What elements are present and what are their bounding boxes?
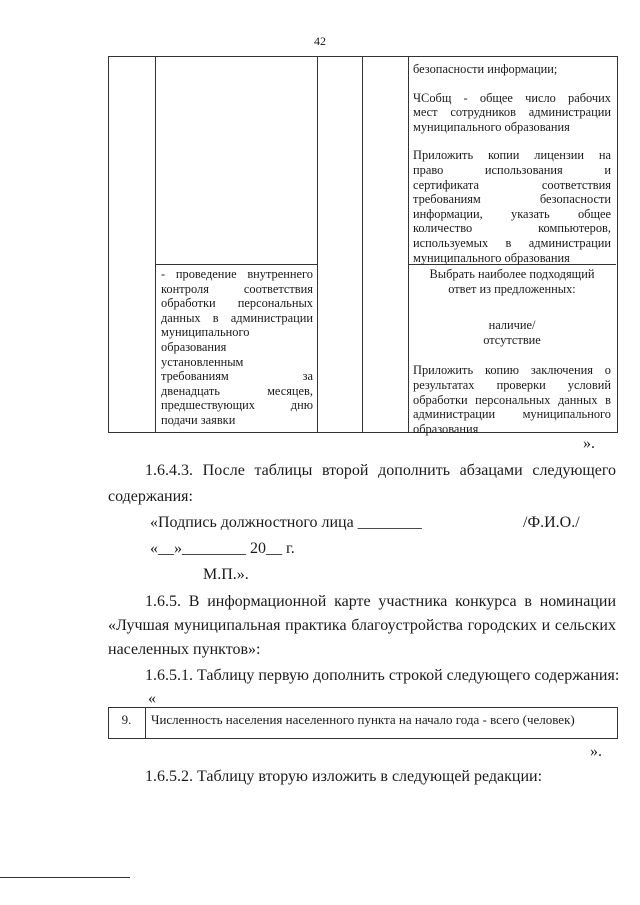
table-1-row-line: [155, 264, 317, 265]
paragraph-165: 1.6.5. В информационной карте участника конкурса в номинации: [145, 593, 616, 610]
cell-line: предшествующих дню: [161, 398, 313, 413]
cell-line: ответ из предложенных:: [448, 281, 576, 296]
cell-line: Приложить копии лицензии на: [413, 148, 611, 163]
cell-line: данных в администрации: [161, 310, 313, 325]
paragraph-1643-cont: содержания:: [108, 488, 193, 505]
cell-line: муниципального образования: [413, 250, 570, 265]
cell-line: требованиям за: [161, 369, 313, 384]
cell-line: информации, указать общее: [413, 206, 611, 221]
table-1-col-line: [362, 56, 363, 432]
cell-line: обработки персональных данных в: [413, 392, 611, 407]
table-2-closing-quote: ».: [590, 743, 602, 760]
cell-line: установленным: [161, 354, 244, 369]
cell-line: двенадцать месяцев,: [161, 383, 313, 398]
signature-mp: М.П.».: [203, 566, 249, 583]
paragraph-1651: 1.6.5.1. Таблицу первую дополнить строкой следующего содержания:: [145, 667, 620, 684]
cell-line: муниципального образования: [413, 119, 570, 134]
cell-line: право использования и: [413, 162, 611, 177]
cell-line: образования: [413, 421, 479, 436]
table-1-r2-right: [413, 267, 611, 436]
footnote-rule: [0, 877, 130, 878]
page-number: 42: [314, 34, 326, 48]
cell-line: количество компьютеров,: [413, 221, 611, 236]
cell-line: требованиям безопасности: [413, 192, 611, 207]
table-1-col-line: [155, 56, 156, 432]
cell-line: образования: [161, 339, 227, 354]
cell-line: муниципального: [161, 325, 250, 340]
cell-line: используемых в администрации: [413, 235, 611, 250]
table-1-r1-right: [413, 62, 611, 265]
paragraph-1652: 1.6.5.2. Таблицу вторую изложить в следующей редакции:: [145, 768, 543, 785]
table-2-text: Численность населения населенного пункта на начало года - всего (человек): [151, 712, 575, 727]
cell-line: безопасности информации;: [413, 62, 558, 76]
table-1-r2-left: [161, 267, 313, 428]
cell-line: контроля соответствия: [161, 281, 313, 296]
table-1-col-line: [317, 56, 318, 432]
cell-line: Приложить копию заключения о: [413, 363, 611, 378]
cell-line: - проведение внутреннего: [161, 267, 313, 281]
cell-line: администрации муниципального: [413, 407, 611, 422]
cell-line: ЧСобщ - общее число рабочих: [413, 90, 611, 105]
cell-line: мест сотрудников администрации: [413, 105, 611, 120]
table-2-col-line: [145, 707, 146, 738]
paragraph-165-end: населенных пунктов»:: [108, 641, 261, 658]
table-1-closing-quote: ».: [583, 435, 595, 452]
cell-line: наличие/: [488, 318, 536, 333]
cell-line: отсутствие: [483, 332, 541, 347]
signature-date: «__»________ 20__ г.: [150, 540, 295, 557]
signature-label: «Подпись должностного лица ________: [150, 514, 422, 531]
cell-line: обработки персональных: [161, 296, 313, 311]
signature-fio: /Ф.И.О./: [523, 514, 580, 531]
cell-line: сертификата соответствия: [413, 177, 611, 192]
cell-line: Выбрать наиболее подходящий: [429, 267, 595, 281]
table-2-num: 9.: [121, 712, 132, 727]
table-2-open-quote: «: [148, 690, 156, 707]
cell-line: подачи заявки: [161, 412, 236, 427]
cell-line: результатах проверки условий: [413, 377, 611, 392]
paragraph-165-cont: «Лучшая муниципальная практика благоустройства городских и сельских: [108, 617, 616, 634]
paragraph-1643: 1.6.4.3. После таблицы второй дополнить абзацами следующего: [145, 462, 616, 479]
table-1-col-line: [408, 56, 409, 432]
